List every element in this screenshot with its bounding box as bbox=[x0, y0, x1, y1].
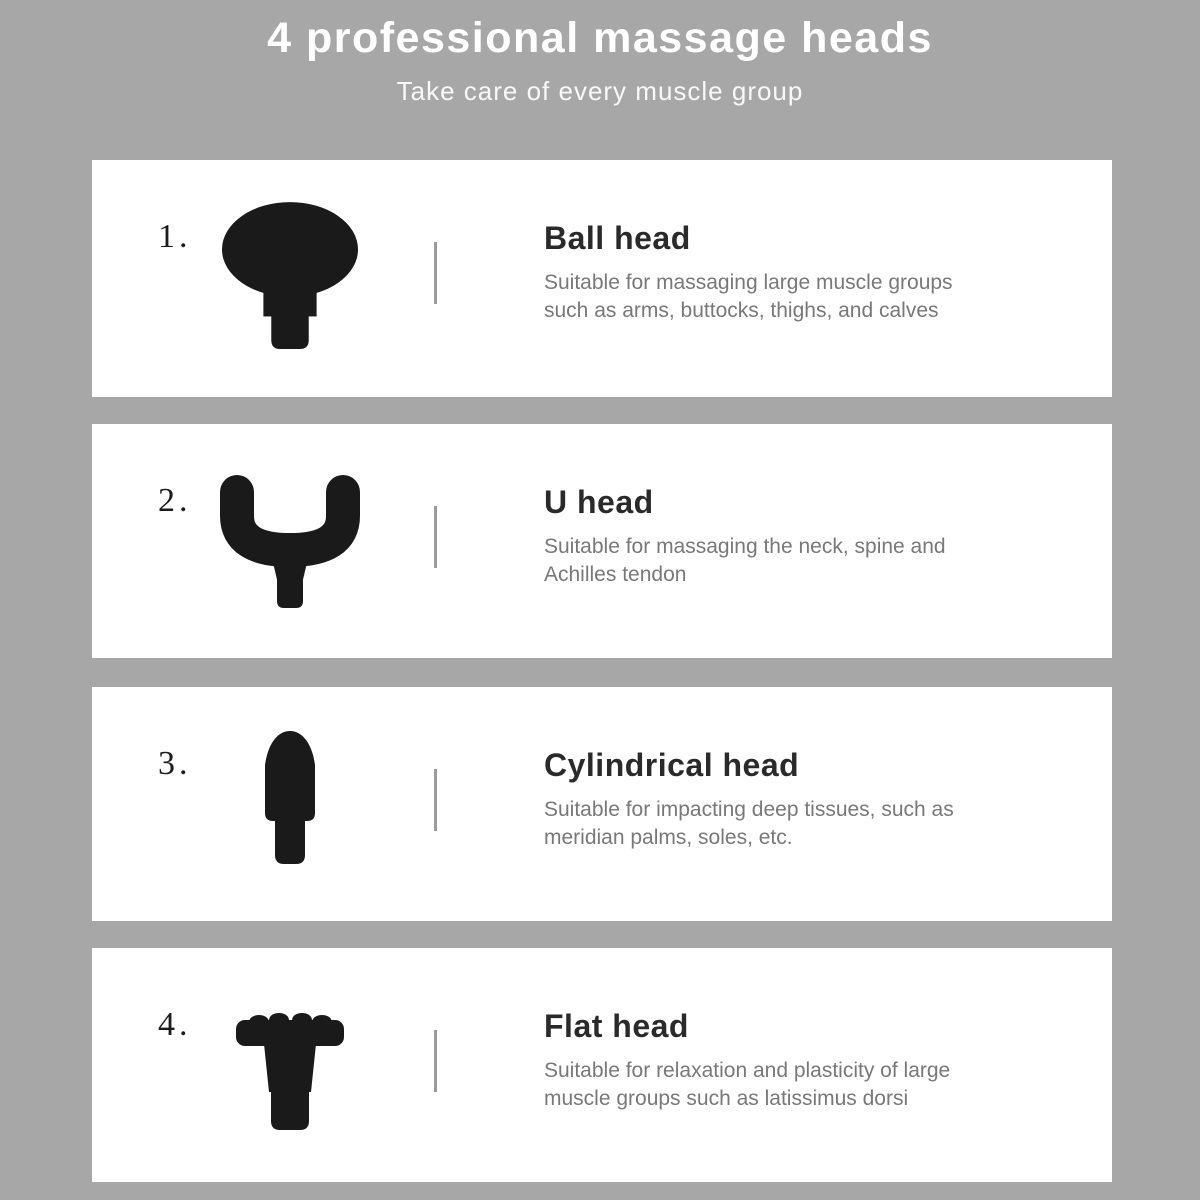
cylindrical-head-image bbox=[206, 725, 374, 881]
card-description-line: muscle groups such as latissimus dorsi bbox=[544, 1087, 909, 1110]
card-text bbox=[544, 484, 1084, 589]
card-flat-head bbox=[92, 948, 1112, 1182]
card-description-line: Achilles tendon bbox=[544, 563, 687, 586]
card-description bbox=[544, 533, 1084, 589]
card-title: Flat head bbox=[544, 1008, 689, 1044]
ball-head-icon bbox=[221, 202, 359, 352]
card-description bbox=[544, 1057, 1084, 1113]
card-cylindrical-head bbox=[92, 687, 1112, 921]
card-title: Cylindrical head bbox=[544, 747, 800, 783]
vertical-divider bbox=[434, 506, 437, 568]
card-description bbox=[544, 796, 1084, 852]
flat-head-image bbox=[206, 986, 374, 1142]
card-number: 4. bbox=[158, 1006, 192, 1043]
card-text bbox=[544, 220, 1084, 325]
card-description-line: meridian palms, soles, etc. bbox=[544, 826, 793, 849]
u-head-icon bbox=[215, 468, 365, 608]
card-description bbox=[544, 269, 1084, 325]
u-head-image bbox=[206, 462, 374, 618]
card-u-head bbox=[92, 424, 1112, 658]
card-text bbox=[544, 1008, 1084, 1113]
vertical-divider bbox=[434, 769, 437, 831]
card-description-line: Suitable for massaging large muscle groups bbox=[544, 271, 953, 294]
card-text bbox=[544, 747, 1084, 852]
flat-head-icon bbox=[236, 1012, 344, 1130]
card-description-line: Suitable for massaging the neck, spine and bbox=[544, 535, 946, 558]
card-description-line: Suitable for impacting deep tissues, such as bbox=[544, 798, 954, 821]
card-number: 3. bbox=[158, 745, 192, 782]
card-number: 1. bbox=[158, 218, 192, 255]
page-subtitle: Take care of every muscle group bbox=[396, 76, 804, 106]
header bbox=[0, 0, 1200, 107]
card-ball-head bbox=[92, 160, 1112, 397]
card-number: 2. bbox=[158, 482, 192, 519]
cylindrical-head-icon bbox=[262, 729, 318, 867]
card-title: Ball head bbox=[544, 220, 691, 256]
page-title: 4 professional massage heads bbox=[267, 14, 933, 62]
vertical-divider bbox=[434, 242, 437, 304]
card-description-line: Suitable for relaxation and plasticity of large bbox=[544, 1059, 951, 1082]
card-description-line: such as arms, buttocks, thighs, and calves bbox=[544, 299, 939, 322]
vertical-divider bbox=[434, 1030, 437, 1092]
card-title: U head bbox=[544, 484, 654, 520]
ball-head-image bbox=[206, 198, 374, 354]
